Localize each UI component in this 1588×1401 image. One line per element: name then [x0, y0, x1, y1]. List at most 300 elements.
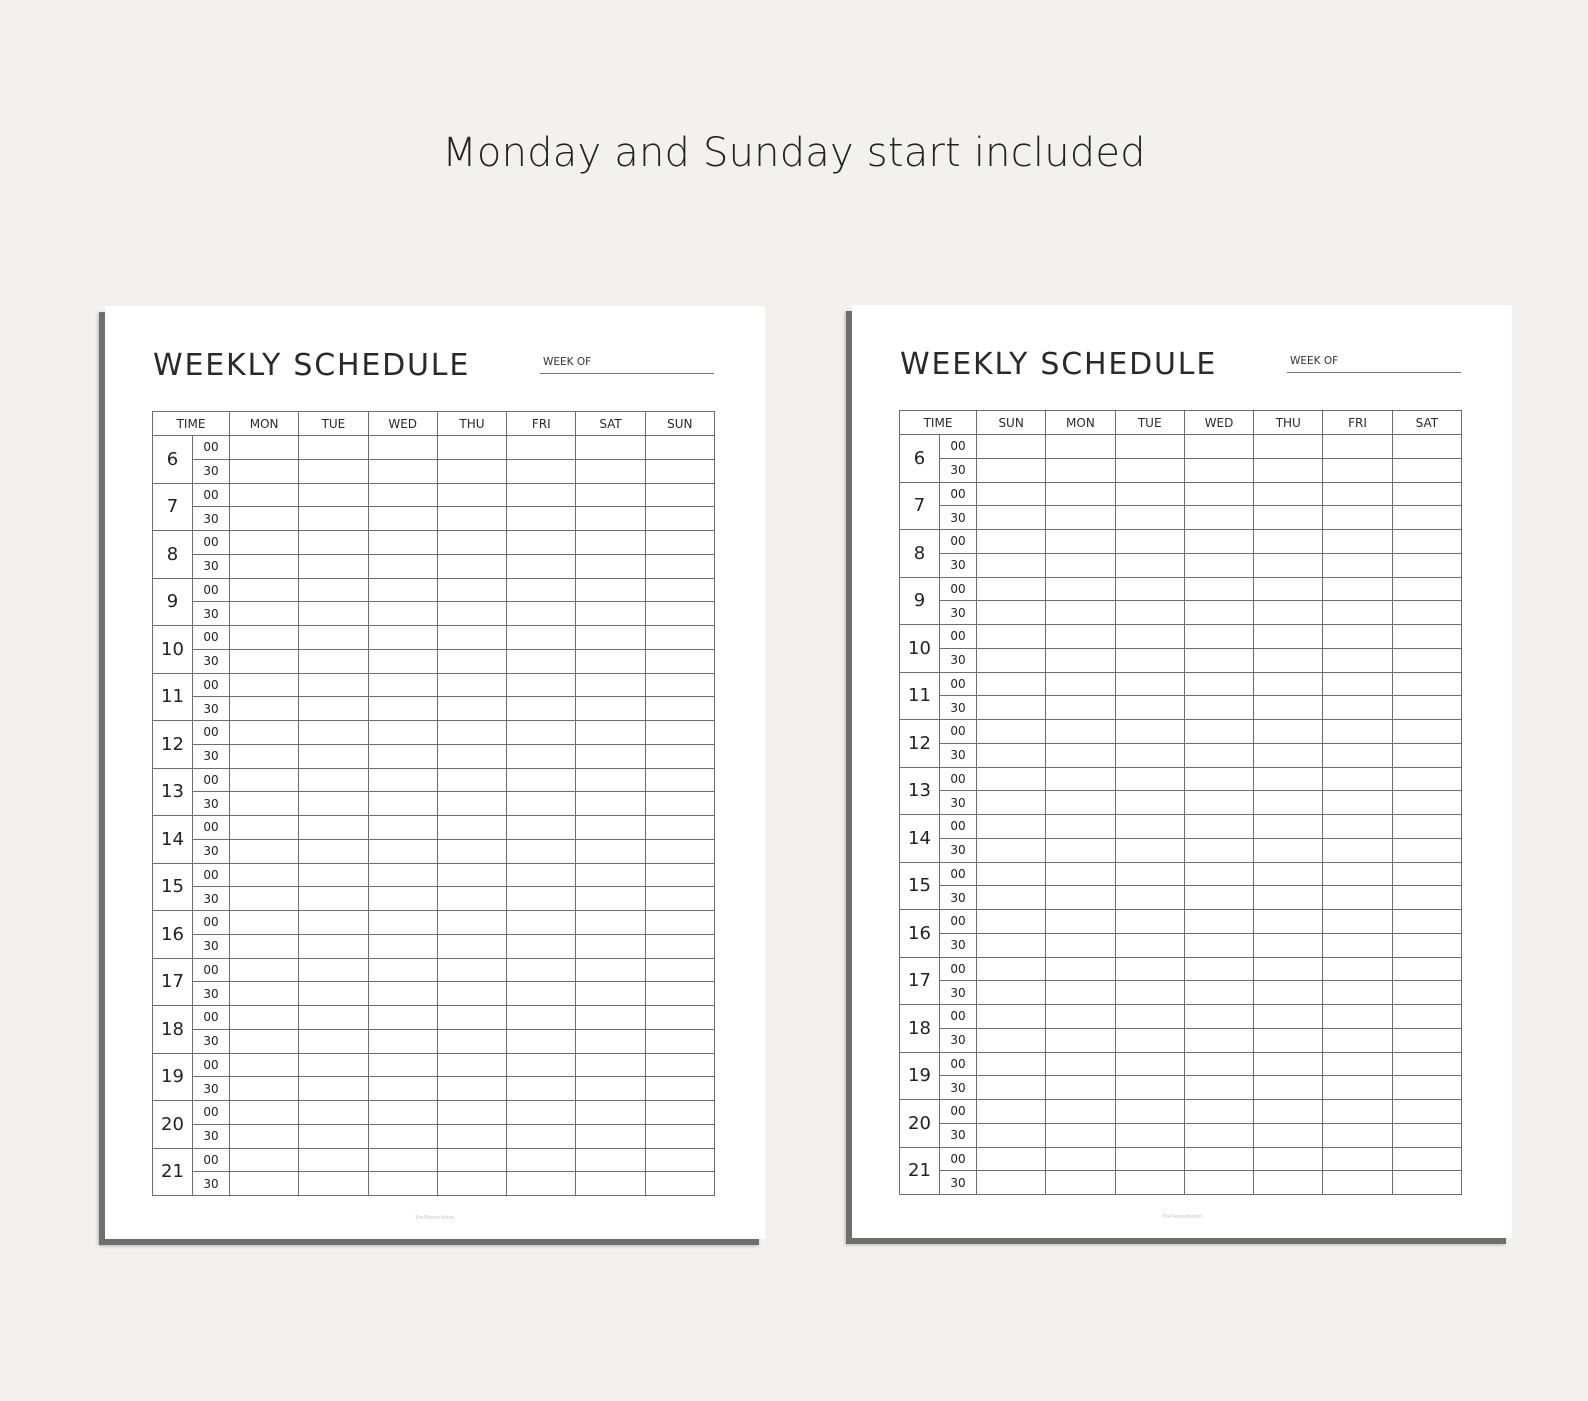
schedule-cell[interactable] — [645, 839, 714, 863]
schedule-cell[interactable] — [230, 887, 299, 911]
schedule-cell[interactable] — [1254, 981, 1323, 1005]
schedule-cell[interactable] — [1392, 720, 1461, 744]
schedule-cell[interactable] — [368, 1077, 437, 1101]
schedule-cell[interactable] — [1254, 1123, 1323, 1147]
schedule-cell[interactable] — [977, 838, 1046, 862]
schedule-cell[interactable] — [299, 792, 368, 816]
schedule-cell[interactable] — [576, 507, 645, 531]
schedule-cell[interactable] — [368, 459, 437, 483]
schedule-cell[interactable] — [507, 721, 576, 745]
schedule-cell[interactable] — [230, 816, 299, 840]
schedule-cell[interactable] — [1115, 957, 1184, 981]
schedule-cell[interactable] — [1323, 696, 1392, 720]
schedule-cell[interactable] — [1392, 743, 1461, 767]
schedule-cell[interactable] — [437, 649, 506, 673]
schedule-cell[interactable] — [1115, 1052, 1184, 1076]
schedule-cell[interactable] — [1254, 838, 1323, 862]
schedule-cell[interactable] — [299, 1006, 368, 1030]
schedule-cell[interactable] — [299, 1101, 368, 1125]
schedule-cell[interactable] — [368, 1172, 437, 1196]
schedule-cell[interactable] — [576, 839, 645, 863]
schedule-cell[interactable] — [645, 1172, 714, 1196]
schedule-cell[interactable] — [299, 816, 368, 840]
schedule-cell[interactable] — [1184, 625, 1253, 649]
schedule-cell[interactable] — [368, 531, 437, 555]
schedule-cell[interactable] — [977, 862, 1046, 886]
schedule-cell[interactable] — [437, 1124, 506, 1148]
schedule-cell[interactable] — [576, 436, 645, 460]
schedule-cell[interactable] — [645, 1101, 714, 1125]
schedule-cell[interactable] — [1392, 553, 1461, 577]
schedule-cell[interactable] — [230, 1006, 299, 1030]
schedule-cell[interactable] — [576, 768, 645, 792]
schedule-cell[interactable] — [1115, 886, 1184, 910]
schedule-cell[interactable] — [437, 863, 506, 887]
schedule-cell[interactable] — [977, 1028, 1046, 1052]
schedule-cell[interactable] — [1046, 862, 1115, 886]
schedule-cell[interactable] — [1392, 862, 1461, 886]
schedule-cell[interactable] — [437, 792, 506, 816]
schedule-cell[interactable] — [299, 721, 368, 745]
schedule-cell[interactable] — [507, 792, 576, 816]
schedule-cell[interactable] — [1115, 696, 1184, 720]
schedule-cell[interactable] — [437, 768, 506, 792]
schedule-cell[interactable] — [1046, 743, 1115, 767]
schedule-cell[interactable] — [1046, 981, 1115, 1005]
schedule-cell[interactable] — [645, 507, 714, 531]
schedule-cell[interactable] — [437, 483, 506, 507]
schedule-cell[interactable] — [1323, 577, 1392, 601]
schedule-cell[interactable] — [576, 697, 645, 721]
schedule-cell[interactable] — [645, 792, 714, 816]
schedule-cell[interactable] — [1254, 482, 1323, 506]
schedule-cell[interactable] — [1254, 886, 1323, 910]
schedule-cell[interactable] — [1254, 506, 1323, 530]
schedule-cell[interactable] — [1254, 791, 1323, 815]
schedule-cell[interactable] — [299, 554, 368, 578]
schedule-cell[interactable] — [645, 578, 714, 602]
schedule-cell[interactable] — [299, 863, 368, 887]
schedule-cell[interactable] — [1184, 1123, 1253, 1147]
schedule-cell[interactable] — [1323, 1052, 1392, 1076]
schedule-cell[interactable] — [1115, 1005, 1184, 1029]
schedule-cell[interactable] — [645, 626, 714, 650]
week-of-field[interactable]: WEEK OF — [1287, 355, 1461, 373]
schedule-cell[interactable] — [1115, 933, 1184, 957]
schedule-cell[interactable] — [299, 602, 368, 626]
schedule-cell[interactable] — [1323, 506, 1392, 530]
schedule-cell[interactable] — [507, 697, 576, 721]
schedule-cell[interactable] — [576, 554, 645, 578]
schedule-cell[interactable] — [576, 958, 645, 982]
schedule-cell[interactable] — [1115, 720, 1184, 744]
schedule-cell[interactable] — [1184, 458, 1253, 482]
schedule-cell[interactable] — [507, 436, 576, 460]
schedule-cell[interactable] — [437, 531, 506, 555]
schedule-cell[interactable] — [1254, 1100, 1323, 1124]
schedule-cell[interactable] — [1046, 791, 1115, 815]
schedule-cell[interactable] — [1323, 815, 1392, 839]
schedule-cell[interactable] — [1184, 672, 1253, 696]
schedule-cell[interactable] — [977, 553, 1046, 577]
schedule-cell[interactable] — [507, 768, 576, 792]
schedule-cell[interactable] — [1184, 981, 1253, 1005]
schedule-cell[interactable] — [1115, 577, 1184, 601]
schedule-cell[interactable] — [645, 436, 714, 460]
schedule-cell[interactable] — [1184, 1005, 1253, 1029]
schedule-cell[interactable] — [230, 531, 299, 555]
schedule-cell[interactable] — [977, 815, 1046, 839]
schedule-cell[interactable] — [437, 911, 506, 935]
schedule-cell[interactable] — [1115, 435, 1184, 459]
schedule-cell[interactable] — [645, 554, 714, 578]
schedule-cell[interactable] — [1323, 743, 1392, 767]
schedule-cell[interactable] — [977, 506, 1046, 530]
schedule-cell[interactable] — [977, 648, 1046, 672]
schedule-cell[interactable] — [368, 911, 437, 935]
schedule-cell[interactable] — [437, 602, 506, 626]
schedule-cell[interactable] — [1115, 458, 1184, 482]
schedule-cell[interactable] — [299, 911, 368, 935]
schedule-cell[interactable] — [368, 1124, 437, 1148]
schedule-cell[interactable] — [368, 626, 437, 650]
schedule-cell[interactable] — [1046, 1171, 1115, 1195]
schedule-cell[interactable] — [230, 1124, 299, 1148]
schedule-cell[interactable] — [1254, 1052, 1323, 1076]
schedule-cell[interactable] — [299, 1172, 368, 1196]
schedule-cell[interactable] — [1392, 1171, 1461, 1195]
schedule-cell[interactable] — [645, 602, 714, 626]
schedule-cell[interactable] — [1046, 720, 1115, 744]
schedule-cell[interactable] — [230, 1029, 299, 1053]
schedule-cell[interactable] — [1115, 482, 1184, 506]
schedule-cell[interactable] — [368, 673, 437, 697]
schedule-cell[interactable] — [1046, 1076, 1115, 1100]
schedule-cell[interactable] — [230, 436, 299, 460]
schedule-cell[interactable] — [1392, 791, 1461, 815]
schedule-cell[interactable] — [977, 743, 1046, 767]
schedule-cell[interactable] — [1323, 862, 1392, 886]
schedule-cell[interactable] — [368, 1029, 437, 1053]
schedule-cell[interactable] — [507, 507, 576, 531]
schedule-cell[interactable] — [368, 768, 437, 792]
schedule-cell[interactable] — [1254, 625, 1323, 649]
schedule-cell[interactable] — [230, 934, 299, 958]
schedule-cell[interactable] — [1046, 1052, 1115, 1076]
schedule-cell[interactable] — [977, 1076, 1046, 1100]
schedule-cell[interactable] — [1184, 530, 1253, 554]
schedule-cell[interactable] — [1115, 553, 1184, 577]
schedule-cell[interactable] — [1392, 815, 1461, 839]
schedule-cell[interactable] — [645, 887, 714, 911]
schedule-cell[interactable] — [299, 673, 368, 697]
schedule-cell[interactable] — [299, 626, 368, 650]
schedule-cell[interactable] — [299, 483, 368, 507]
schedule-cell[interactable] — [507, 1148, 576, 1172]
schedule-cell[interactable] — [1046, 672, 1115, 696]
schedule-cell[interactable] — [977, 791, 1046, 815]
schedule-cell[interactable] — [1392, 957, 1461, 981]
schedule-cell[interactable] — [576, 1077, 645, 1101]
schedule-cell[interactable] — [1323, 482, 1392, 506]
schedule-cell[interactable] — [1254, 1171, 1323, 1195]
schedule-cell[interactable] — [977, 530, 1046, 554]
schedule-cell[interactable] — [507, 911, 576, 935]
schedule-cell[interactable] — [507, 673, 576, 697]
schedule-cell[interactable] — [977, 1123, 1046, 1147]
schedule-cell[interactable] — [1046, 815, 1115, 839]
schedule-cell[interactable] — [230, 697, 299, 721]
schedule-cell[interactable] — [1046, 886, 1115, 910]
schedule-cell[interactable] — [299, 697, 368, 721]
schedule-cell[interactable] — [576, 816, 645, 840]
schedule-cell[interactable] — [1323, 601, 1392, 625]
schedule-cell[interactable] — [977, 720, 1046, 744]
schedule-cell[interactable] — [576, 483, 645, 507]
schedule-cell[interactable] — [1392, 767, 1461, 791]
schedule-cell[interactable] — [368, 483, 437, 507]
schedule-cell[interactable] — [368, 436, 437, 460]
schedule-cell[interactable] — [1184, 1052, 1253, 1076]
schedule-cell[interactable] — [368, 507, 437, 531]
schedule-cell[interactable] — [1323, 720, 1392, 744]
schedule-cell[interactable] — [1254, 672, 1323, 696]
schedule-cell[interactable] — [299, 1148, 368, 1172]
schedule-cell[interactable] — [230, 602, 299, 626]
schedule-cell[interactable] — [368, 721, 437, 745]
schedule-cell[interactable] — [507, 1172, 576, 1196]
schedule-cell[interactable] — [1115, 1171, 1184, 1195]
schedule-cell[interactable] — [1115, 910, 1184, 934]
schedule-cell[interactable] — [1184, 886, 1253, 910]
schedule-cell[interactable] — [1254, 601, 1323, 625]
schedule-cell[interactable] — [368, 578, 437, 602]
schedule-cell[interactable] — [977, 933, 1046, 957]
schedule-cell[interactable] — [299, 958, 368, 982]
schedule-cell[interactable] — [977, 1171, 1046, 1195]
schedule-cell[interactable] — [507, 887, 576, 911]
schedule-cell[interactable] — [1254, 1147, 1323, 1171]
schedule-cell[interactable] — [299, 839, 368, 863]
schedule-cell[interactable] — [1392, 530, 1461, 554]
schedule-cell[interactable] — [645, 721, 714, 745]
schedule-cell[interactable] — [1323, 838, 1392, 862]
schedule-cell[interactable] — [645, 1148, 714, 1172]
schedule-cell[interactable] — [1254, 862, 1323, 886]
schedule-cell[interactable] — [1254, 767, 1323, 791]
schedule-cell[interactable] — [977, 1052, 1046, 1076]
schedule-cell[interactable] — [645, 459, 714, 483]
schedule-cell[interactable] — [507, 626, 576, 650]
schedule-cell[interactable] — [1115, 862, 1184, 886]
schedule-cell[interactable] — [368, 816, 437, 840]
schedule-cell[interactable] — [1184, 553, 1253, 577]
schedule-cell[interactable] — [507, 1006, 576, 1030]
schedule-cell[interactable] — [1115, 1028, 1184, 1052]
schedule-cell[interactable] — [1184, 743, 1253, 767]
schedule-cell[interactable] — [1254, 1005, 1323, 1029]
schedule-cell[interactable] — [1046, 482, 1115, 506]
schedule-cell[interactable] — [645, 1053, 714, 1077]
schedule-cell[interactable] — [1392, 506, 1461, 530]
schedule-cell[interactable] — [230, 792, 299, 816]
schedule-cell[interactable] — [576, 744, 645, 768]
schedule-cell[interactable] — [645, 483, 714, 507]
schedule-cell[interactable] — [1254, 435, 1323, 459]
schedule-cell[interactable] — [1046, 1147, 1115, 1171]
schedule-cell[interactable] — [1254, 1076, 1323, 1100]
schedule-cell[interactable] — [1115, 815, 1184, 839]
schedule-cell[interactable] — [1115, 625, 1184, 649]
schedule-cell[interactable] — [1046, 1123, 1115, 1147]
schedule-cell[interactable] — [1323, 1123, 1392, 1147]
schedule-cell[interactable] — [507, 1077, 576, 1101]
schedule-cell[interactable] — [1392, 886, 1461, 910]
schedule-cell[interactable] — [299, 982, 368, 1006]
schedule-cell[interactable] — [576, 1172, 645, 1196]
schedule-cell[interactable] — [368, 839, 437, 863]
schedule-cell[interactable] — [1115, 530, 1184, 554]
schedule-cell[interactable] — [1392, 625, 1461, 649]
schedule-cell[interactable] — [645, 768, 714, 792]
schedule-cell[interactable] — [437, 459, 506, 483]
schedule-cell[interactable] — [437, 1148, 506, 1172]
schedule-cell[interactable] — [1254, 530, 1323, 554]
schedule-cell[interactable] — [1254, 815, 1323, 839]
schedule-cell[interactable] — [437, 1006, 506, 1030]
schedule-cell[interactable] — [1254, 553, 1323, 577]
schedule-cell[interactable] — [1046, 957, 1115, 981]
schedule-cell[interactable] — [977, 981, 1046, 1005]
schedule-cell[interactable] — [299, 744, 368, 768]
schedule-cell[interactable] — [1323, 530, 1392, 554]
schedule-cell[interactable] — [1323, 933, 1392, 957]
schedule-cell[interactable] — [1184, 933, 1253, 957]
schedule-cell[interactable] — [576, 459, 645, 483]
schedule-cell[interactable] — [1115, 672, 1184, 696]
schedule-cell[interactable] — [1323, 886, 1392, 910]
schedule-cell[interactable] — [230, 507, 299, 531]
schedule-cell[interactable] — [1046, 530, 1115, 554]
schedule-cell[interactable] — [507, 982, 576, 1006]
schedule-cell[interactable] — [368, 697, 437, 721]
schedule-cell[interactable] — [1115, 1123, 1184, 1147]
schedule-cell[interactable] — [1392, 1100, 1461, 1124]
schedule-cell[interactable] — [645, 958, 714, 982]
schedule-cell[interactable] — [1046, 1005, 1115, 1029]
schedule-cell[interactable] — [1392, 981, 1461, 1005]
schedule-cell[interactable] — [368, 1148, 437, 1172]
schedule-cell[interactable] — [507, 816, 576, 840]
schedule-cell[interactable] — [645, 1124, 714, 1148]
schedule-cell[interactable] — [437, 507, 506, 531]
week-of-field[interactable]: WEEK OF — [540, 356, 714, 374]
schedule-cell[interactable] — [230, 578, 299, 602]
schedule-cell[interactable] — [977, 601, 1046, 625]
schedule-cell[interactable] — [299, 436, 368, 460]
schedule-cell[interactable] — [437, 934, 506, 958]
schedule-cell[interactable] — [299, 1124, 368, 1148]
schedule-cell[interactable] — [507, 459, 576, 483]
schedule-cell[interactable] — [230, 1148, 299, 1172]
schedule-cell[interactable] — [1184, 957, 1253, 981]
schedule-cell[interactable] — [437, 982, 506, 1006]
schedule-cell[interactable] — [576, 1006, 645, 1030]
schedule-cell[interactable] — [437, 1029, 506, 1053]
schedule-cell[interactable] — [368, 887, 437, 911]
schedule-cell[interactable] — [1115, 838, 1184, 862]
schedule-cell[interactable] — [576, 887, 645, 911]
schedule-cell[interactable] — [368, 602, 437, 626]
schedule-cell[interactable] — [1184, 648, 1253, 672]
schedule-cell[interactable] — [1184, 1171, 1253, 1195]
schedule-cell[interactable] — [1184, 577, 1253, 601]
schedule-cell[interactable] — [1392, 838, 1461, 862]
schedule-cell[interactable] — [576, 982, 645, 1006]
schedule-cell[interactable] — [1392, 1123, 1461, 1147]
schedule-cell[interactable] — [1254, 648, 1323, 672]
schedule-cell[interactable] — [1115, 743, 1184, 767]
schedule-cell[interactable] — [230, 673, 299, 697]
schedule-cell[interactable] — [1046, 625, 1115, 649]
schedule-cell[interactable] — [576, 721, 645, 745]
schedule-cell[interactable] — [1046, 838, 1115, 862]
schedule-cell[interactable] — [230, 1053, 299, 1077]
schedule-cell[interactable] — [507, 578, 576, 602]
schedule-cell[interactable] — [1115, 648, 1184, 672]
schedule-cell[interactable] — [977, 886, 1046, 910]
schedule-cell[interactable] — [1323, 791, 1392, 815]
schedule-cell[interactable] — [299, 768, 368, 792]
schedule-cell[interactable] — [576, 1124, 645, 1148]
schedule-cell[interactable] — [299, 649, 368, 673]
schedule-cell[interactable] — [507, 839, 576, 863]
schedule-cell[interactable] — [1254, 696, 1323, 720]
schedule-cell[interactable] — [230, 459, 299, 483]
schedule-cell[interactable] — [1184, 482, 1253, 506]
schedule-cell[interactable] — [645, 863, 714, 887]
schedule-cell[interactable] — [368, 863, 437, 887]
schedule-cell[interactable] — [1115, 1076, 1184, 1100]
schedule-cell[interactable] — [368, 1006, 437, 1030]
schedule-cell[interactable] — [230, 958, 299, 982]
schedule-cell[interactable] — [1392, 1052, 1461, 1076]
schedule-cell[interactable] — [507, 1101, 576, 1125]
schedule-cell[interactable] — [1392, 910, 1461, 934]
schedule-cell[interactable] — [645, 816, 714, 840]
schedule-cell[interactable] — [1392, 482, 1461, 506]
schedule-cell[interactable] — [576, 911, 645, 935]
schedule-cell[interactable] — [368, 958, 437, 982]
schedule-cell[interactable] — [977, 482, 1046, 506]
schedule-cell[interactable] — [299, 578, 368, 602]
schedule-cell[interactable] — [507, 531, 576, 555]
schedule-cell[interactable] — [1254, 720, 1323, 744]
schedule-cell[interactable] — [1046, 577, 1115, 601]
schedule-cell[interactable] — [230, 626, 299, 650]
schedule-cell[interactable] — [977, 957, 1046, 981]
schedule-cell[interactable] — [437, 1101, 506, 1125]
schedule-cell[interactable] — [1323, 957, 1392, 981]
schedule-cell[interactable] — [437, 1172, 506, 1196]
schedule-cell[interactable] — [368, 1053, 437, 1077]
schedule-cell[interactable] — [1046, 696, 1115, 720]
schedule-cell[interactable] — [368, 744, 437, 768]
schedule-cell[interactable] — [299, 507, 368, 531]
schedule-cell[interactable] — [1392, 696, 1461, 720]
schedule-cell[interactable] — [507, 958, 576, 982]
schedule-cell[interactable] — [368, 982, 437, 1006]
